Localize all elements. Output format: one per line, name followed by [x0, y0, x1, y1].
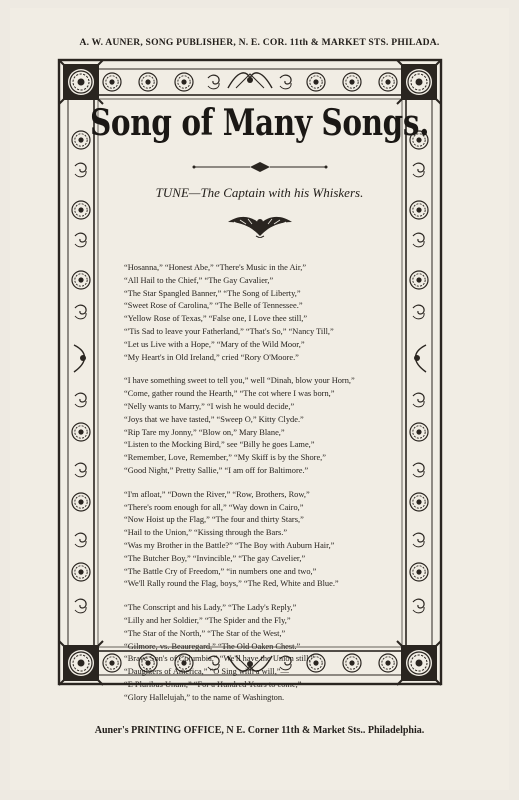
verse-line: “The Conscript and his Lady,” “The Lady's Reply,” — [124, 603, 297, 613]
corner-ornament-tl — [59, 60, 103, 104]
verse-line: “Hail to the Union,” “Kissing through the Bars.” — [124, 528, 288, 538]
verse-line: “'Tis Sad to leave your Fatherland,” “That's So,” “Nancy Till,” — [124, 326, 334, 336]
verse-line: “Rip Tare my Jonny,” “Blow on,” Mary Blane,” — [124, 427, 285, 437]
verse-line: “I'm afloat,” “Down the River,” “Row, Brothers, Row,” — [124, 489, 310, 499]
corner-ornament-tr — [397, 60, 441, 104]
verse-line: “We'll Rally round the Flag, boys,” “The Red, White and Blue.” — [124, 579, 339, 589]
song-title: Song of Many Songs. — [90, 102, 429, 144]
verse-line: “E Pluribus Unum,” “For a Hundred Years to come,” — [124, 679, 302, 689]
border-left-band — [72, 131, 90, 613]
printer-footer: Auner's PRINTING OFFICE, N E. Corner 11th & Market Sts.. Philadelphia. — [94, 725, 425, 736]
verse-line: “Joys that we have tasted,” “Sweep O,” Kitty Clyde.” — [124, 414, 304, 424]
tune-line: TUNE—The Captain with his Whiskers. — [155, 185, 364, 200]
border-top-band — [103, 73, 397, 91]
verse-line: “The Star of the North,” “The Star of the West,” — [124, 628, 286, 638]
verse-line: “The Star Spangled Banner,” “The Song of Liberty,” — [124, 288, 301, 298]
verse-line: “Nelly wants to Marry,” “I wish he would decide,” — [124, 401, 295, 411]
publisher-header: A. W. AUNER, SONG PUBLISHER, N. E. COR. 11th & MARKET STS. PHILADA. — [79, 37, 440, 48]
verse-line: “Good Night,” Pretty Sallie,” “I am off for Baltimore.” — [124, 465, 309, 475]
verse-line: “Hosanna,” “Honest Abe,” “There's Music in the Air,” — [124, 263, 307, 272]
verse-line: “The Butcher Boy,” “Invincible,” “The gay Cavelier,” — [124, 553, 306, 563]
verse-line: “Brave Son's of Columbia,” “We'll have the Union still,” — [124, 654, 315, 664]
verse-1 — [124, 262, 454, 364]
verse-line: “I have something sweet to tell you,” well “Dinah, blow your Horn,” — [124, 376, 355, 386]
verse-line: “Come, gather round the Hearth,” “The cot where I was born,” — [124, 389, 335, 399]
verse-3 — [124, 489, 454, 591]
verse-line: “All Hail to the Chief,” “The Gay Cavalier,” — [124, 275, 274, 285]
verse-line: “Listen to the Mocking Bird,” see “Billy he goes Lame,” — [124, 440, 315, 450]
verse-line: “Yellow Rose of Texas,” “False one, I Love thee still,” — [124, 314, 308, 324]
verse-line: “Sweet Rose of Carolina,” “The Belle of Tennessee.” — [124, 301, 303, 311]
verse-2 — [124, 375, 454, 477]
eagle-icon — [226, 212, 294, 238]
verse-4 — [124, 602, 454, 704]
decorative-rule — [190, 160, 330, 174]
verse-line: “Remember, Love, Remember,” “My Skiff is by the Shore,” — [124, 453, 326, 463]
corner-ornament-bl — [59, 641, 103, 685]
verse-line: “My Heart's in Old Ireland,” cried “Rory O'Moore.” — [124, 352, 299, 362]
verse-line: “Was my Brother in the Battle?” “The Boy with Auburn Hair,” — [124, 540, 335, 550]
verse-line: “Gilmore, vs. Beauregard,” “The Old Oaken Chest.” — [124, 641, 301, 651]
verse-line: “Glory Hallelujah,” to the name of Washington. — [124, 692, 285, 702]
verse-line: “There's room enough for all,” “Way down in Cairo,” — [124, 502, 304, 512]
verses — [124, 262, 454, 716]
verse-line: “Let us Live with a Hope,” “Mary of the Wild Moor,” — [124, 339, 305, 349]
verse-line: “Daughters of America,” “O Sing with a will,”— — [124, 667, 289, 677]
verse-line: “Now Hoist up the Flag,” “The four and thirty Stars,” — [124, 515, 304, 525]
verse-line: “The Battle Cry of Freedom,” “in numbers one and two,” — [124, 566, 317, 576]
verse-line: “Lilly and her Soldier,” “The Spider and the Fly,” — [124, 615, 291, 625]
